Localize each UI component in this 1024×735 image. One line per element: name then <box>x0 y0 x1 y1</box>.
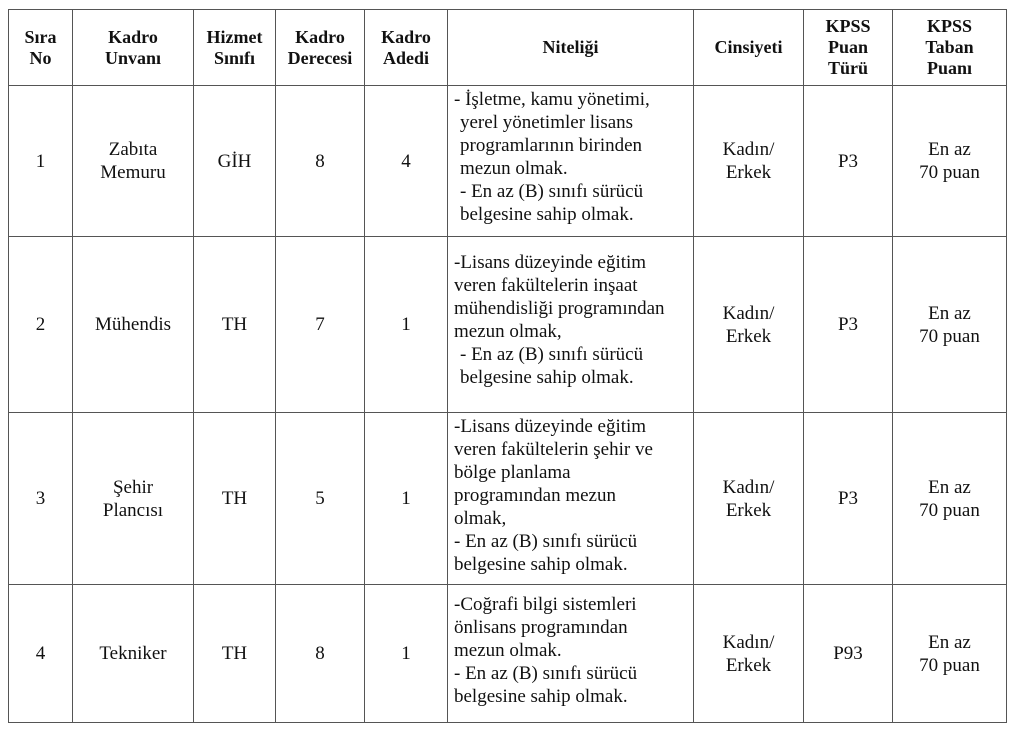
cell-kpss-taban-puani: En az 70 puan <box>893 86 1007 237</box>
cell-hizmet-sinifi: TH <box>194 585 276 723</box>
table-row <box>9 413 1007 585</box>
header-niteligi: Niteliği <box>448 10 694 86</box>
cell-kpss-puan-turu: P3 <box>804 413 893 585</box>
cell-kadro-unvani: Zabıta Memuru <box>73 86 194 237</box>
cell-cinsiyeti: Kadın/ Erkek <box>694 413 804 585</box>
cell-kadro-adedi: 1 <box>365 413 448 585</box>
header-kadro-unvani: Kadro Unvanı <box>73 10 194 86</box>
cell-kadro-derecesi: 8 <box>276 86 365 237</box>
cell-kadro-adedi: 1 <box>365 237 448 413</box>
table-row <box>9 86 1007 237</box>
cell-cinsiyeti: Kadın/ Erkek <box>694 86 804 237</box>
header-row <box>9 10 1007 86</box>
cell-hizmet-sinifi: TH <box>194 413 276 585</box>
cell-kpss-taban-puani: En az 70 puan <box>893 413 1007 585</box>
header-kadro-derecesi: Kadro Derecesi <box>276 10 365 86</box>
cell-kadro-unvani: Şehir Plancısı <box>73 413 194 585</box>
cell-niteligi: - İşletme, kamu yönetimi, yerel yönetimler lisans programlarının birinden mezun olmak. - En az (B) sınıfı sürücü belgesine sahip olmak. <box>448 86 694 237</box>
cell-kadro-derecesi: 7 <box>276 237 365 413</box>
header-kpss-taban-puani: KPSS Taban Puanı <box>893 10 1007 86</box>
cell-hizmet-sinifi: TH <box>194 237 276 413</box>
cell-kadro-adedi: 4 <box>365 86 448 237</box>
cell-kpss-puan-turu: P93 <box>804 585 893 723</box>
header-cinsiyeti: Cinsiyeti <box>694 10 804 86</box>
cell-sira-no: 1 <box>9 86 73 237</box>
cell-kadro-derecesi: 8 <box>276 585 365 723</box>
header-kadro-adedi: Kadro Adedi <box>365 10 448 86</box>
cell-kpss-puan-turu: P3 <box>804 237 893 413</box>
cell-niteligi: -Lisans düzeyinde eğitim veren fakültelerin şehir ve bölge planlama programından mezun olmak, - En az (B) sınıfı sürücü belgesine sahip olmak. <box>448 413 694 585</box>
header-kpss-puan-turu: KPSS Puan Türü <box>804 10 893 86</box>
cell-sira-no: 4 <box>9 585 73 723</box>
cell-sira-no: 2 <box>9 237 73 413</box>
table-row <box>9 237 1007 413</box>
cell-cinsiyeti: Kadın/ Erkek <box>694 237 804 413</box>
cell-kpss-taban-puani: En az 70 puan <box>893 237 1007 413</box>
cell-kadro-unvani: Mühendis <box>73 237 194 413</box>
cell-cinsiyeti: Kadın/ Erkek <box>694 585 804 723</box>
cell-sira-no: 3 <box>9 413 73 585</box>
cell-kadro-derecesi: 5 <box>276 413 365 585</box>
cell-niteligi: -Coğrafi bilgi sistemleri önlisans programından mezun olmak. - En az (B) sınıfı sürücü belgesine sahip olmak. <box>448 585 694 723</box>
cell-niteligi: -Lisans düzeyinde eğitim veren fakültelerin inşaat mühendisliği programından mezun olmak, - En az (B) sınıfı sürücü belgesine sahip olmak. <box>448 237 694 413</box>
cell-kadro-unvani: Tekniker <box>73 585 194 723</box>
cell-kpss-puan-turu: P3 <box>804 86 893 237</box>
table-row <box>9 585 1007 723</box>
kadro-table <box>8 9 1007 723</box>
header-hizmet-sinifi: Hizmet Sınıfı <box>194 10 276 86</box>
header-sira-no: Sıra No <box>9 10 73 86</box>
cell-kadro-adedi: 1 <box>365 585 448 723</box>
cell-hizmet-sinifi: GİH <box>194 86 276 237</box>
cell-kpss-taban-puani: En az 70 puan <box>893 585 1007 723</box>
